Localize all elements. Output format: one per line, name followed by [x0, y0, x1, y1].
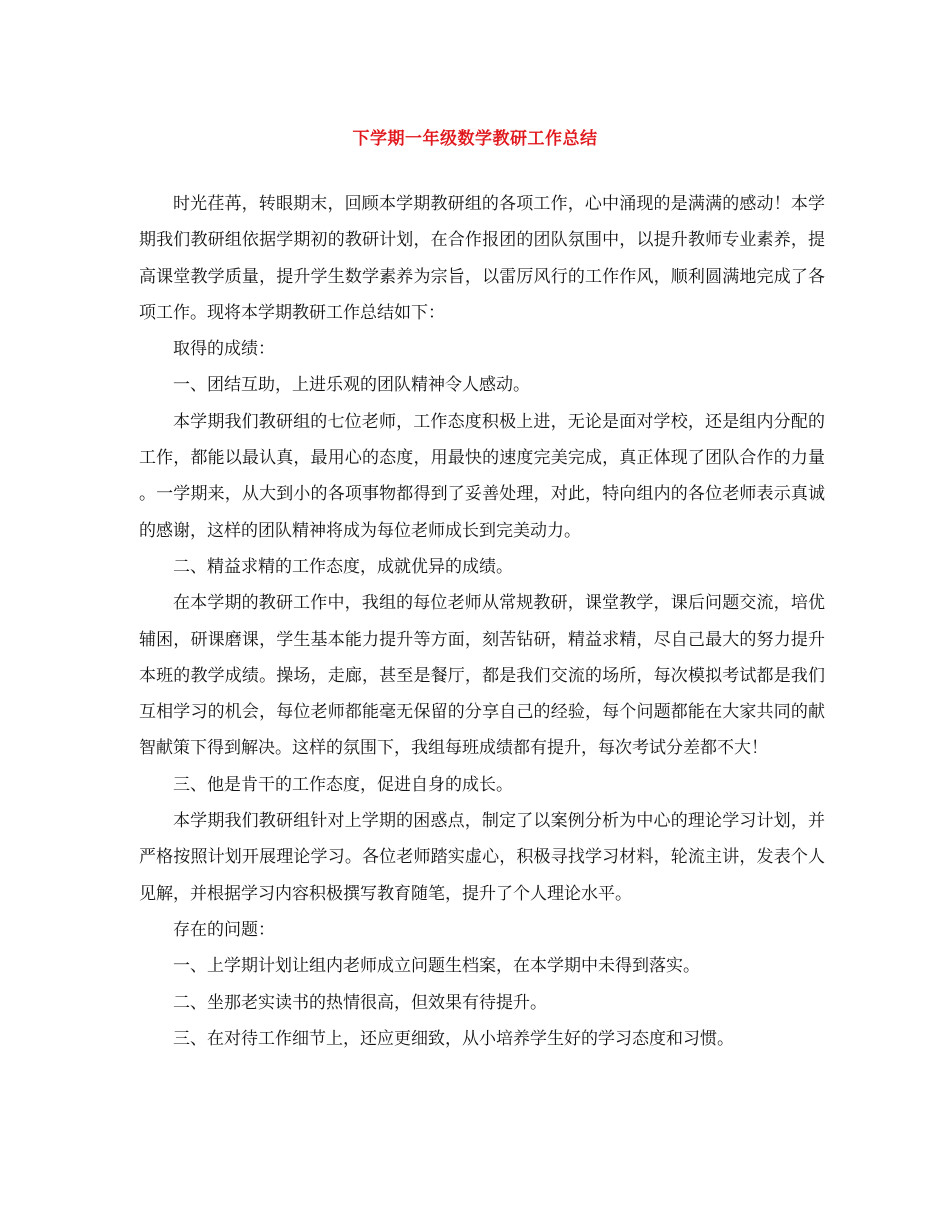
paragraph-point-2: 在本学期的教研工作中，我组的每位老师从常规教研，课堂教学，课后问题交流，培优辅困，研课磨课，学生基本能力提升等方面，刻苦钻研，精益求精，尽自己最大的努力提升本班的教学成绩。操场，走廊，甚至是餐厅，都是我们交流的场所，每次模拟考试都是我们互相学习的机会，每位老师都能毫无保留的分享自己的经验，每个问题都能在大家共同的献智献策下得到解决。这样的氛围下，我组每班成绩都有提升，每次考试分差都不大！ — [139, 593, 825, 759]
paragraph-point-1: 本学期我们教研组的七位老师，工作态度积极上进，无论是面对学校，还是组内分配的工作，都能以最认真，最用心的态度，用最快的速度完美完成，真正体现了团队合作的力量。一学期来，从大到小的各项事物都得到了妥善处理，对此，特向组内的各位老师表示真诚的感谢，这样的团队精神将成为每位老师成长到完美动力。 — [139, 411, 825, 541]
document-body — [139, 186, 825, 1057]
heading-point-1: 一、团结互助，上进乐观的团队精神令人感动。 — [173, 375, 530, 396]
heading-problems: 存在的问题： — [173, 919, 275, 940]
paragraph-intro: 时光荏苒，转眼期末，回顾本学期教研组的各项工作，心中涌现的是满满的感动！本学期我们教研组依据学期初的教研计划，在合作报团的团队氛围中，以提升教师专业素养，提高课堂教学质量，提升学生数学素养为宗旨，以雷厉风行的工作作风，顺利圆满地完成了各项工作。现将本学期教研工作总结如下： — [139, 194, 825, 323]
problem-item-1: 一、上学期计划让组内老师成立问题生档案，在本学期中未得到落实。 — [173, 956, 700, 977]
document-title: 下学期一年级数学教研工作总结 — [352, 129, 598, 149]
heading-achievements: 取得的成绩： — [173, 339, 275, 360]
heading-point-2: 二、精益求精的工作态度，成就优异的成绩。 — [173, 556, 513, 577]
paragraph-point-3: 本学期我们教研组针对上学期的困惑点，制定了以案例分析为中心的理论学习计划，并严格按照计划开展理论学习。各位老师踏实虚心，积极寻找学习材料，轮流主讲，发表个人见解，并根据学习内容积极撰写教育随笔，提升了个人理论水平。 — [139, 811, 825, 904]
problem-item-3: 三、在对待工作细节上，还应更细致，从小培养学生好的学习态度和习惯。 — [173, 1028, 734, 1049]
heading-point-3: 三、他是肯干的工作态度，促进自身的成长。 — [173, 774, 513, 795]
problem-item-2: 二、坐那老实读书的热情很高，但效果有待提升。 — [173, 992, 547, 1013]
